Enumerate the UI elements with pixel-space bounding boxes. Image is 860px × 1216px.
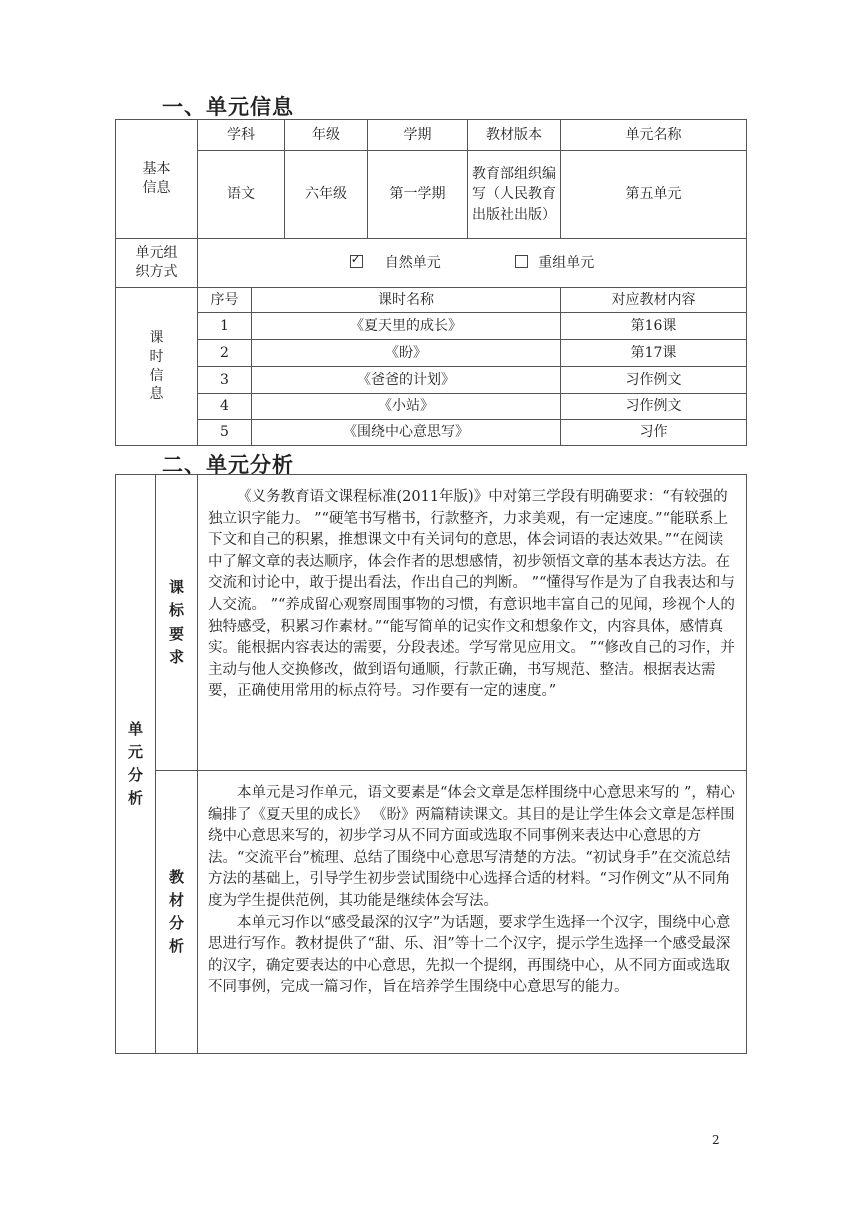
lesson-header-no: 序号: [198, 288, 252, 313]
paragraph: 本单元是习作单元，语文要素是“体会文章是怎样围绕中心意思来写的 ”，精心编排了《夏天里的成长》 《盼》两篇精读课文。其目的是让学生体会文章是怎样围绕中心意思来写的，初步学习从不同方面或选取不同事例来表达中心意思的方法。“交流平台”梳理、总结了围绕中心意思写清楚的方法。“初试身手”在交流总结方法的基础上，引导学生初步尝试围绕中心选择合适的材料。“习作例文”从不同角度为学生提供范例，其功能是继续体会写法。: [208, 785, 735, 909]
basic-info-label: 基本 信息: [116, 120, 198, 239]
lesson-content: 习作: [561, 420, 747, 446]
page-number: 2: [712, 1133, 720, 1147]
unchecked-checkbox-icon[interactable]: [515, 255, 528, 268]
lesson-name: 《爸爸的计划》: [252, 367, 561, 394]
value-subject: 语文: [198, 151, 285, 239]
curriculum-requirement-text: [198, 475, 747, 771]
lesson-content: 第16课: [561, 313, 747, 340]
header-subject: 学科: [198, 120, 285, 151]
org-method-options: [198, 239, 747, 288]
header-unit-name: 单元名称: [561, 120, 747, 151]
lesson-header-name: 课时名称: [252, 288, 561, 313]
option-natural-unit-label: 自然单元: [384, 254, 441, 271]
lesson-row: [116, 420, 747, 446]
curriculum-requirement-label: 课 标 要 求: [156, 475, 198, 771]
value-unit-name: 第五单元: [561, 151, 747, 239]
unit-info-table: [115, 119, 747, 446]
lesson-content: 习作例文: [561, 394, 747, 420]
lesson-row: [116, 367, 747, 394]
header-term: 学期: [368, 120, 468, 151]
textbook-analysis-label: 教 材 分 析: [156, 771, 198, 1054]
lesson-no: 2: [198, 340, 252, 367]
option-regroup-unit-label: 重组单元: [538, 254, 595, 271]
paragraph: 本单元习作以“感受最深的汉字”为话题，要求学生选择一个汉字，围绕中心意思进行写作。教材提供了“甜、乐、泪”等十二个汉字，提示学生选择一个感受最深的汉字，确定要表达的中心意思，先拟一个提纲，再围绕中心，从不同方面或选取不同事例，完成一篇习作，旨在培养学生围绕中心意思写的能力。: [208, 914, 731, 996]
unit-analysis-label: 单 元 分 析: [116, 475, 156, 1054]
option-regroup-unit[interactable]: [515, 255, 594, 271]
paragraph: 《义务教育语文课程标准(2011年版)》中对第三学段有明确要求：“有较强的独立识字能力。 ”“硬笔书写楷书，行款整齐，力求美观，有一定速度。”“能联系上下文和自己的积累，推想课文中有关词句的意思，体会词语的表达效果。”“在阅读中了解文章的表达顺序，体会作者的思想感情，初步领悟文章的基本表达方法。在交流和讨论中，敢于提出看法，作出自己的判断。 ”“懂得写作是为了自我表达和与人交流。 ”“养成留心观察周围事物的习惯，有意识地丰富自己的见闻，珍视个人的独特感受，积累习作素材。”“能写简单的记实作文和想象作文，内容具体，感情真实。能根据内容表达的需要，分段表述。学写常见应用文。 ”“修改自己的习作，并主动与他人交换修改，做到语句通顺，行款正确，书写规范、整洁。根据表达需要，正确使用常用的标点符号。习作要有一定的速度。”: [208, 489, 735, 700]
header-edition: 教材版本: [468, 120, 561, 151]
lesson-name: 《小站》: [252, 394, 561, 420]
lesson-info-label: 课 时 信 息: [116, 288, 198, 446]
lesson-header-content: 对应教材内容: [561, 288, 747, 313]
value-grade: 六年级: [285, 151, 368, 239]
lesson-no: 3: [198, 367, 252, 394]
header-grade: 年级: [285, 120, 368, 151]
textbook-analysis-text: [198, 771, 747, 1054]
lesson-no: 4: [198, 394, 252, 420]
org-method-label: 单元组 织方式: [116, 239, 198, 288]
value-edition: 教育部组织编写（人民教育出版社出版）: [468, 151, 561, 239]
lesson-row: [116, 394, 747, 420]
lesson-no: 1: [198, 313, 252, 340]
lesson-name: 《围绕中心意思写》: [252, 420, 561, 446]
option-natural-unit[interactable]: [350, 255, 441, 271]
unit-analysis-table: [115, 474, 747, 1054]
section2-heading: 二、单元分析: [162, 453, 294, 477]
lesson-name: 《盼》: [252, 340, 561, 367]
section1-heading: 一、单元信息: [162, 95, 294, 119]
checked-checkbox-icon[interactable]: [350, 255, 363, 268]
lesson-content: 第17课: [561, 340, 747, 367]
lesson-row: [116, 313, 747, 340]
lesson-no: 5: [198, 420, 252, 446]
value-term: 第一学期: [368, 151, 468, 239]
lesson-name: 《夏天里的成长》: [252, 313, 561, 340]
lesson-content: 习作例文: [561, 367, 747, 394]
lesson-row: [116, 340, 747, 367]
